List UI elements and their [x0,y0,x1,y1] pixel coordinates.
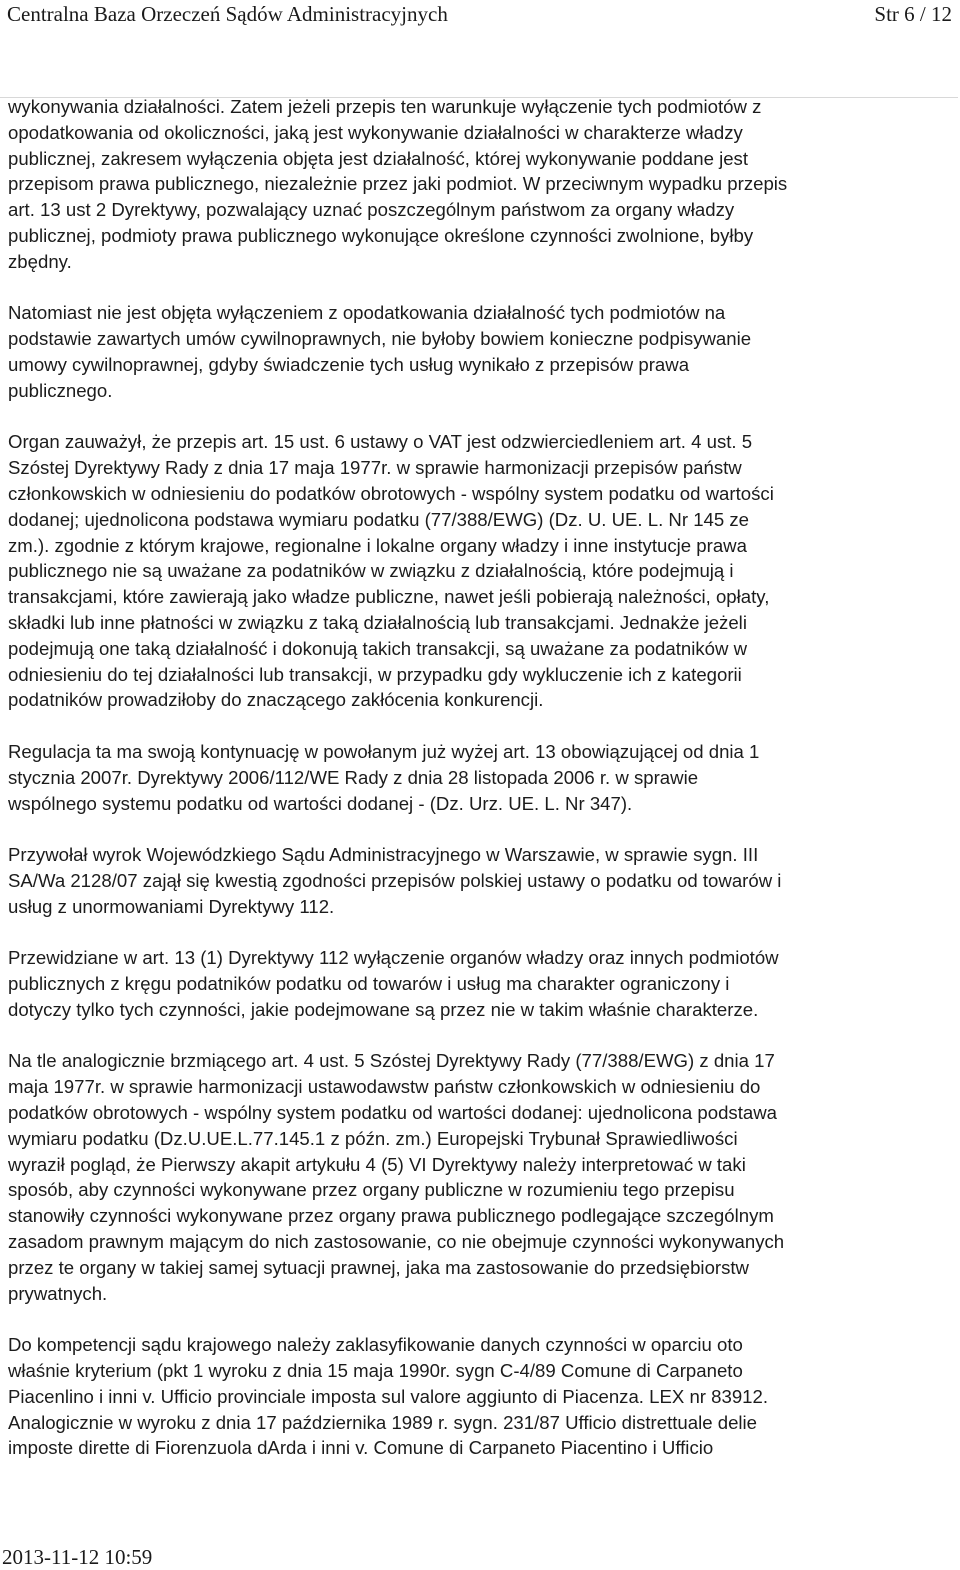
paragraph: Regulacja ta ma swoją kontynuację w powołanym już wyżej art. 13 obowiązującej od dnia 1 stycznia 2007r. Dyrektywy 2006/112/WE Rady z dnia 28 listopada 2006 r. w sprawie wspólnego systemu podatku od wartości dodanej - (Dz. Urz. UE. L. Nr 347). [8,740,760,814]
paragraph: Przywołał wyrok Wojewódzkiego Sądu Administracyjnego w Warszawie, w sprawie sygn. III SA/Wa 2128/07 zajął się kwestią zgodności przepisów polskiej ustawy o podatku od towarów i usług z unormowaniami Dyrektywy 112. [8,844,782,917]
paragraph: Do kompetencji sądu krajowego należy zaklasyfikowanie danych czynności w oparciu oto właśnie kryterium (pkt 1 wyroku z dnia 15 maja 1990r. sygn C-4/89 Comune di Carpaneto Piacenlino i inni v. Ufficio provinciale imposta sul valore aggiunto di Piacenza. LEX nr 83912. Analogicznie w wyroku z dnia 17 października 1989 r. sygn. 231/87 Ufficio distrettuale delie imposte dirette di Fiorenzuola dArda i inni v. Comune di Carpaneto Piacentino i Ufficio [8,1334,769,1459]
print-timestamp: 2013-11-12 10:59 [2,1545,153,1569]
page-header [0,0,960,40]
paragraph: Organ zauważył, że przepis art. 15 ust. 6 ustawy o VAT jest odzwierciedleniem art. 4 ust. 5 Szóstej Dyrektywy Rady z dnia 17 maja 1977r. w sprawie harmonizacji przepisów państw członkowskich w odniesieniu do podatków obrotowych - wspólny system podatku od wartości dodanej; ujednolicona podstawa wymiaru podatku (77/388/EWG) (Dz. U. UE. L. Nr 145 ze zm.). zgodnie z którym krajowe, regionalne i lokalne organy władzy i inne instytucje prawa publicznego nie są uważane za podatników w związku z działalnością, które podejmują i transakcjami, które zawierają jako władze publiczne, nawet jeśli pobierają należności, opłaty, składki lub inne płatności w związku z taką działalnością lub transakcjami. Jednakże jeżeli podejmują one taką działalność i dokonują takich transakcji, są uważane za podatników w odniesieniu do tej działalności lub transakcji, w przypadku gdy wykluczenie ich z kategorii podatników prowadziłoby do znaczącego zakłócenia konkurencji. [8,431,774,711]
page-number: Str 6 / 12 [874,2,952,26]
paragraph: wykonywania działalności. Zatem jeżeli przepis ten warunkuje wyłączenie tych podmiotów z opodatkowania od okoliczności, jaką jest wykonywanie działalności w charakterze władzy publicznej, zakresem wyłączenia objęta jest działalność, której wykonywanie poddane jest przepisom prawa publicznego, niezależnie przez jaki podmiot. W przeciwnym wypadku przepis art. 13 ust 2 Dyrektywy, pozwalający uznać poszczególnym państwom za organy władzy publicznej, podmioty prawa publicznego wykonujące określone czynności zwolnione, byłby zbędny. [8,96,788,272]
paragraph: Na tle analogicznie brzmiącego art. 4 ust. 5 Szóstej Dyrektywy Rady (77/388/EWG) z dnia 17 maja 1977r. w sprawie harmonizacji ustawodawstw państw członkowskich w odniesieniu do podatków obrotowych - wspólny system podatku od wartości dodanej: ujednolicona podstawa wymiaru podatku (Dz.U.UE.L.77.145.1 z późn. zm.) Europejski Trybunał Sprawiedliwości wyraził pogląd, że Pierwszy akapit artykułu 4 (5) VI Dyrektywy należy interpretować w taki sposób, aby czynności wykonywane przez organy publiczne w rozumieniu tego przepisu stanowiły czynności wykonywane przez organy prawa publicznego podlegające szczególnym zasadom prawnym mającym do nich zastosowanie, co nie obejmuje czynności wykonywanych przez te organy w takiej samej sytuacji prawnej, jaka ma zastosowanie do przedsiębiorstw prywatnych. [8,1050,785,1304]
paragraph: Przewidziane w art. 13 (1) Dyrektywy 112 wyłączenie organów władzy oraz innych podmiotów publicznych z kręgu podatników podatku od towarów i usług ma charakter ograniczony i dotyczy tylko tych czynności, jakie podejmowane są przez nie w takim właśnie charakterze. [8,947,779,1020]
document-source-title: Centralna Baza Orzeczeń Sądów Administracyjnych [7,2,448,26]
document-body [8,94,954,1461]
paragraph: Natomiast nie jest objęta wyłączeniem z opodatkowania działalność tych podmiotów na podstawie zawartych umów cywilnoprawnych, nie byłoby bowiem konieczne podpisywanie umowy cywilnoprawnej, gdyby świadczenie tych usług wynikało z przepisów prawa publicznego. [8,302,752,401]
